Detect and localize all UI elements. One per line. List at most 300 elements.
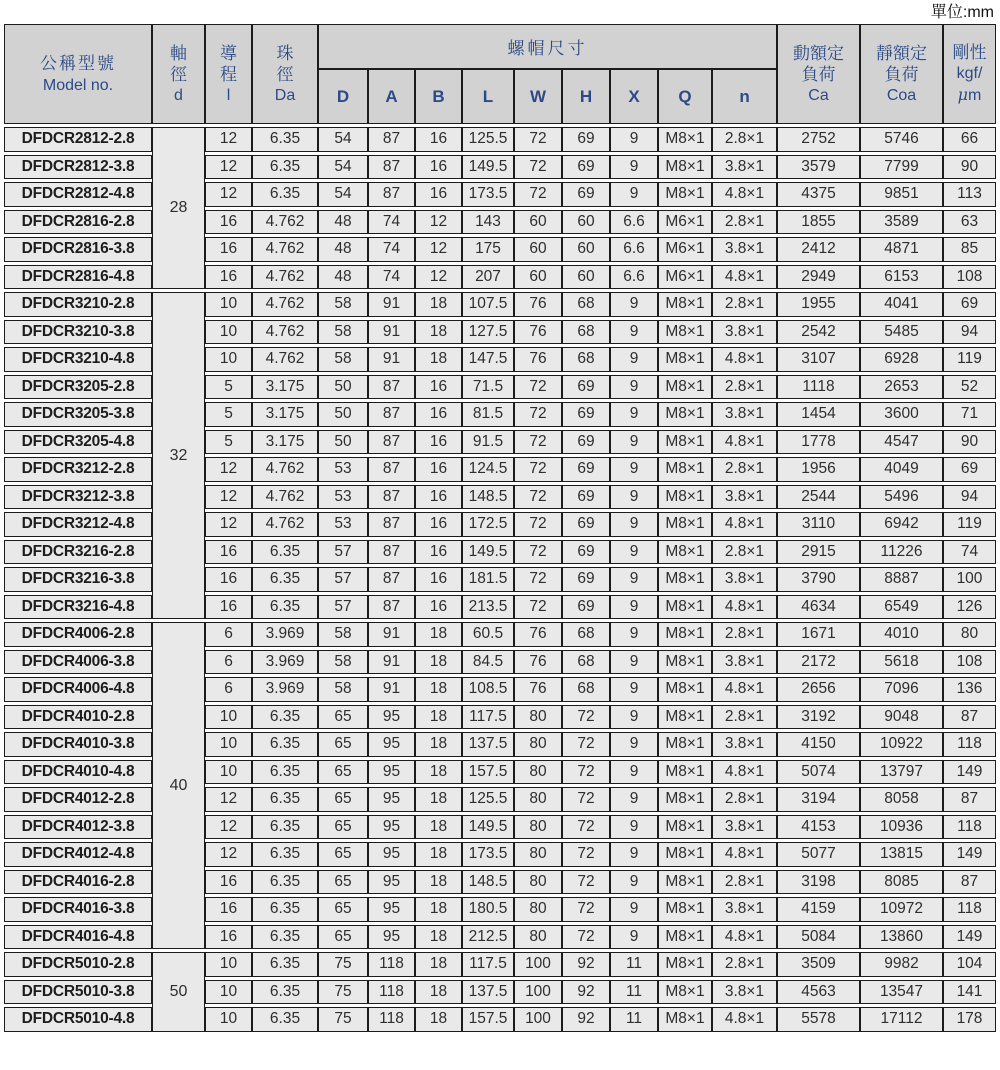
model-cell: DFDCR5010-3.8 (4, 980, 152, 1005)
unit-label: 單位:mm (930, 4, 994, 21)
value-cell: 118 (368, 980, 415, 1005)
value-cell: 2.8×1 (712, 292, 777, 317)
value-cell: 60 (514, 265, 562, 290)
value-cell: 18 (415, 842, 462, 867)
value-cell: 10 (205, 1007, 252, 1032)
model-cell: DFDCR4016-3.8 (4, 897, 152, 922)
value-cell: 2.8×1 (712, 127, 777, 152)
value-cell: 13815 (860, 842, 943, 867)
value-cell: 149 (943, 760, 996, 785)
value-cell: M8×1 (658, 870, 712, 895)
value-cell: 72 (514, 375, 562, 400)
value-cell: 69 (562, 512, 610, 537)
model-cell: DFDCR3205-2.8 (4, 375, 152, 400)
value-cell: 9 (610, 347, 658, 372)
value-cell: M8×1 (658, 155, 712, 180)
value-cell: 10 (205, 292, 252, 317)
value-cell: 3.969 (252, 622, 318, 647)
value-cell: M8×1 (658, 182, 712, 207)
model-cell: DFDCR4012-2.8 (4, 787, 152, 812)
value-cell: 9 (610, 622, 658, 647)
value-cell: 18 (415, 320, 462, 345)
value-cell: 118 (368, 1007, 415, 1032)
value-cell: 4871 (860, 237, 943, 262)
value-cell: 18 (415, 347, 462, 372)
value-cell: 90 (943, 155, 996, 180)
value-cell: 9 (610, 732, 658, 757)
value-cell: 68 (562, 292, 610, 317)
value-cell: 58 (318, 292, 368, 317)
value-cell: 16 (415, 430, 462, 455)
value-cell: M8×1 (658, 347, 712, 372)
value-cell: 5077 (777, 842, 860, 867)
value-cell: 72 (514, 485, 562, 510)
value-cell: 11 (610, 980, 658, 1005)
value-cell: M8×1 (658, 815, 712, 840)
value-cell: 5 (205, 402, 252, 427)
value-cell: 108 (943, 265, 996, 290)
value-cell: M8×1 (658, 375, 712, 400)
value-cell: 13860 (860, 925, 943, 950)
value-cell: 3.8×1 (712, 320, 777, 345)
value-cell: 3579 (777, 155, 860, 180)
value-cell: 54 (318, 182, 368, 207)
value-cell: 76 (514, 292, 562, 317)
value-cell: 2656 (777, 677, 860, 702)
value-cell: 16 (205, 897, 252, 922)
col-header-A: A (368, 69, 415, 124)
value-cell: 6549 (860, 595, 943, 620)
value-cell: 58 (318, 320, 368, 345)
value-cell: 18 (415, 870, 462, 895)
value-cell: 50 (318, 375, 368, 400)
value-cell: 108.5 (462, 677, 514, 702)
value-cell: 16 (205, 567, 252, 592)
value-cell: 6.35 (252, 842, 318, 867)
value-cell: 12 (205, 512, 252, 537)
value-cell: 212.5 (462, 925, 514, 950)
value-cell: 18 (415, 292, 462, 317)
value-cell: 16 (415, 402, 462, 427)
value-cell: 4.8×1 (712, 677, 777, 702)
value-cell: 12 (415, 265, 462, 290)
value-cell: 76 (514, 622, 562, 647)
value-cell: 57 (318, 540, 368, 565)
value-cell: 69 (562, 127, 610, 152)
value-cell: 4.762 (252, 265, 318, 290)
col-header-L: L (462, 69, 514, 124)
value-cell: 16 (205, 595, 252, 620)
spec-table-body (4, 124, 996, 1035)
value-cell: 18 (415, 677, 462, 702)
model-cell: DFDCR3212-2.8 (4, 457, 152, 482)
value-cell: 9 (610, 787, 658, 812)
value-cell: 4.762 (252, 237, 318, 262)
value-cell: 95 (368, 815, 415, 840)
value-cell: 3.175 (252, 375, 318, 400)
value-cell: 10922 (860, 732, 943, 757)
value-cell: 117.5 (462, 952, 514, 977)
value-cell: 6.6 (610, 237, 658, 262)
value-cell: 117.5 (462, 705, 514, 730)
value-cell: 50 (318, 402, 368, 427)
value-cell: 6.35 (252, 155, 318, 180)
value-cell: 17112 (860, 1007, 943, 1032)
value-cell: 9 (610, 320, 658, 345)
value-cell: 9 (610, 760, 658, 785)
value-cell: 65 (318, 870, 368, 895)
value-cell: 10 (205, 980, 252, 1005)
value-cell: 7799 (860, 155, 943, 180)
model-cell: DFDCR2812-3.8 (4, 155, 152, 180)
value-cell: 69 (562, 485, 610, 510)
value-cell: 18 (415, 897, 462, 922)
value-cell: 157.5 (462, 1007, 514, 1032)
value-cell: 76 (514, 347, 562, 372)
value-cell: 8085 (860, 870, 943, 895)
value-cell: 74 (368, 265, 415, 290)
value-cell: 85 (943, 237, 996, 262)
value-cell: 80 (514, 897, 562, 922)
value-cell: 1956 (777, 457, 860, 482)
value-cell: 18 (415, 650, 462, 675)
value-cell: 16 (415, 567, 462, 592)
value-cell: 58 (318, 677, 368, 702)
value-cell: 72 (562, 705, 610, 730)
model-cell: DFDCR3205-4.8 (4, 430, 152, 455)
value-cell: 72 (562, 925, 610, 950)
value-cell: 71.5 (462, 375, 514, 400)
value-cell: 16 (205, 870, 252, 895)
value-cell: 6.35 (252, 127, 318, 152)
value-cell: 9 (610, 870, 658, 895)
value-cell: 80 (943, 622, 996, 647)
value-cell: 125.5 (462, 787, 514, 812)
value-cell: 2915 (777, 540, 860, 565)
value-cell: 3198 (777, 870, 860, 895)
value-cell: 80 (514, 787, 562, 812)
value-cell: 72 (562, 815, 610, 840)
value-cell: 54 (318, 127, 368, 152)
value-cell: 118 (943, 897, 996, 922)
value-cell: 6.35 (252, 897, 318, 922)
value-cell: 9 (610, 485, 658, 510)
value-cell: 4.762 (252, 210, 318, 235)
value-cell: 72 (514, 155, 562, 180)
col-header-stiffness: 剛性 kgf/ μm (943, 24, 996, 124)
value-cell: 124.5 (462, 457, 514, 482)
value-cell: 118 (943, 815, 996, 840)
value-cell: 72 (562, 760, 610, 785)
model-cell: DFDCR4010-4.8 (4, 760, 152, 785)
value-cell: 65 (318, 760, 368, 785)
value-cell: 6.35 (252, 787, 318, 812)
value-cell: 18 (415, 760, 462, 785)
value-cell: 3107 (777, 347, 860, 372)
value-cell: 9 (610, 567, 658, 592)
value-cell: 10 (205, 705, 252, 730)
model-cell: DFDCR3212-3.8 (4, 485, 152, 510)
value-cell: 87 (368, 155, 415, 180)
value-cell: 4.8×1 (712, 347, 777, 372)
value-cell: M8×1 (658, 952, 712, 977)
value-cell: 157.5 (462, 760, 514, 785)
value-cell: 65 (318, 732, 368, 757)
value-cell: 60 (562, 210, 610, 235)
value-cell: M8×1 (658, 430, 712, 455)
value-cell: M8×1 (658, 540, 712, 565)
value-cell: 12 (205, 127, 252, 152)
value-cell: 6.35 (252, 595, 318, 620)
value-cell: 118 (943, 732, 996, 757)
shaft-diameter-group-cell: 32 (152, 292, 205, 619)
value-cell: 5578 (777, 1007, 860, 1032)
value-cell: 95 (368, 842, 415, 867)
value-cell: 16 (415, 512, 462, 537)
shaft-diameter-group-cell: 28 (152, 127, 205, 289)
value-cell: 80 (514, 760, 562, 785)
value-cell: 11 (610, 1007, 658, 1032)
model-cell: DFDCR4016-2.8 (4, 870, 152, 895)
value-cell: 11 (610, 952, 658, 977)
value-cell: 6.35 (252, 870, 318, 895)
value-cell: 53 (318, 457, 368, 482)
value-cell: 53 (318, 512, 368, 537)
col-header-W: W (514, 69, 562, 124)
value-cell: 80 (514, 732, 562, 757)
value-cell: 65 (318, 897, 368, 922)
value-cell: 80 (514, 870, 562, 895)
value-cell: 9 (610, 402, 658, 427)
col-header-model (4, 24, 152, 124)
model-cell: DFDCR4006-3.8 (4, 650, 152, 675)
value-cell: 9982 (860, 952, 943, 977)
value-cell: 4.762 (252, 457, 318, 482)
value-cell: 65 (318, 787, 368, 812)
value-cell: 18 (415, 622, 462, 647)
model-cell: DFDCR3210-4.8 (4, 347, 152, 372)
value-cell: 6153 (860, 265, 943, 290)
value-cell: 4563 (777, 980, 860, 1005)
value-cell: 87 (368, 402, 415, 427)
value-cell: 60 (514, 237, 562, 262)
value-cell: 207 (462, 265, 514, 290)
model-cell: DFDCR3216-2.8 (4, 540, 152, 565)
model-cell: DFDCR3212-4.8 (4, 512, 152, 537)
value-cell: 72 (562, 897, 610, 922)
value-cell: 6 (205, 622, 252, 647)
value-cell: 72 (514, 540, 562, 565)
value-cell: 87 (368, 512, 415, 537)
value-cell: 75 (318, 952, 368, 977)
value-cell: 136 (943, 677, 996, 702)
spec-table-header (4, 24, 996, 124)
value-cell: 9 (610, 677, 658, 702)
value-cell: 18 (415, 925, 462, 950)
value-cell: 1118 (777, 375, 860, 400)
value-cell: 3.8×1 (712, 732, 777, 757)
value-cell: 2172 (777, 650, 860, 675)
value-cell: 4.8×1 (712, 265, 777, 290)
value-cell: 108 (943, 650, 996, 675)
value-cell: M8×1 (658, 705, 712, 730)
col-header-shaft-diameter: 軸 徑 d (152, 24, 205, 124)
value-cell: 4049 (860, 457, 943, 482)
value-cell: 9 (610, 842, 658, 867)
value-cell: 100 (943, 567, 996, 592)
value-cell: 48 (318, 265, 368, 290)
col-header-nut-dimensions: 螺帽尺寸 (318, 24, 777, 69)
value-cell: 2412 (777, 237, 860, 262)
value-cell: 10 (205, 732, 252, 757)
value-cell: M8×1 (658, 127, 712, 152)
value-cell: 95 (368, 870, 415, 895)
value-cell: M8×1 (658, 1007, 712, 1032)
value-cell: 5485 (860, 320, 943, 345)
value-cell: 76 (514, 677, 562, 702)
value-cell: 13797 (860, 760, 943, 785)
model-cell: DFDCR3210-3.8 (4, 320, 152, 345)
value-cell: 16 (415, 540, 462, 565)
value-cell: 72 (514, 457, 562, 482)
value-cell: 57 (318, 595, 368, 620)
value-cell: 149.5 (462, 155, 514, 180)
value-cell: 3790 (777, 567, 860, 592)
value-cell: 6.35 (252, 705, 318, 730)
value-cell: 72 (562, 787, 610, 812)
value-cell: 80 (514, 815, 562, 840)
value-cell: 4150 (777, 732, 860, 757)
value-cell: 100 (514, 980, 562, 1005)
model-cell: DFDCR4010-3.8 (4, 732, 152, 757)
value-cell: 75 (318, 980, 368, 1005)
value-cell: 65 (318, 842, 368, 867)
value-cell: 58 (318, 347, 368, 372)
value-cell: 95 (368, 925, 415, 950)
value-cell: 10972 (860, 897, 943, 922)
value-cell: 3.8×1 (712, 650, 777, 675)
value-cell: 9 (610, 595, 658, 620)
value-cell: 68 (562, 347, 610, 372)
value-cell: 6.35 (252, 1007, 318, 1032)
value-cell: M6×1 (658, 265, 712, 290)
table-row (4, 292, 996, 317)
value-cell: 68 (562, 677, 610, 702)
value-cell: 80 (514, 925, 562, 950)
model-cell: DFDCR3205-3.8 (4, 402, 152, 427)
value-cell: 141 (943, 980, 996, 1005)
value-cell: 4.8×1 (712, 760, 777, 785)
value-cell: 9048 (860, 705, 943, 730)
value-cell: 87 (368, 567, 415, 592)
value-cell: 3.8×1 (712, 402, 777, 427)
value-cell: 10 (205, 347, 252, 372)
value-cell: 16 (415, 595, 462, 620)
value-cell: 4.8×1 (712, 595, 777, 620)
table-row (4, 952, 996, 977)
value-cell: 172.5 (462, 512, 514, 537)
value-cell: 69 (562, 375, 610, 400)
value-cell: 2949 (777, 265, 860, 290)
value-cell: 87 (368, 375, 415, 400)
value-cell: 9 (610, 925, 658, 950)
value-cell: 95 (368, 732, 415, 757)
value-cell: M8×1 (658, 402, 712, 427)
value-cell: 87 (368, 457, 415, 482)
value-cell: 3.175 (252, 402, 318, 427)
value-cell: 4.762 (252, 347, 318, 372)
value-cell: 3192 (777, 705, 860, 730)
value-cell: 2.8×1 (712, 457, 777, 482)
value-cell: 95 (368, 897, 415, 922)
col-header-B: B (415, 69, 462, 124)
value-cell: 2542 (777, 320, 860, 345)
value-cell: M8×1 (658, 760, 712, 785)
value-cell: 2.8×1 (712, 540, 777, 565)
value-cell: 12 (415, 210, 462, 235)
value-cell: 6.35 (252, 760, 318, 785)
value-cell: 68 (562, 320, 610, 345)
col-header-X: X (610, 69, 658, 124)
value-cell: 3.8×1 (712, 815, 777, 840)
value-cell: M6×1 (658, 237, 712, 262)
value-cell: 74 (943, 540, 996, 565)
value-cell: 100 (514, 1007, 562, 1032)
value-cell: 18 (415, 732, 462, 757)
value-cell: M8×1 (658, 622, 712, 647)
value-cell: 119 (943, 347, 996, 372)
value-cell: 100 (514, 952, 562, 977)
value-cell: 6.6 (610, 210, 658, 235)
shaft-diameter-group-cell: 40 (152, 622, 205, 949)
value-cell: 213.5 (462, 595, 514, 620)
value-cell: 7096 (860, 677, 943, 702)
value-cell: 48 (318, 237, 368, 262)
value-cell: 2544 (777, 485, 860, 510)
value-cell: 6.35 (252, 952, 318, 977)
value-cell: 6.35 (252, 540, 318, 565)
value-cell: 12 (205, 815, 252, 840)
value-cell: 63 (943, 210, 996, 235)
value-cell: 87 (368, 540, 415, 565)
value-cell: 6 (205, 677, 252, 702)
value-cell: 69 (562, 595, 610, 620)
value-cell: 87 (368, 127, 415, 152)
mu-symbol: μ (957, 85, 969, 104)
model-cell: DFDCR5010-2.8 (4, 952, 152, 977)
value-cell: 58 (318, 622, 368, 647)
value-cell: 173.5 (462, 182, 514, 207)
value-cell: 87 (368, 485, 415, 510)
value-cell: 94 (943, 485, 996, 510)
value-cell: 69 (943, 457, 996, 482)
value-cell: M8×1 (658, 512, 712, 537)
value-cell: 91 (368, 292, 415, 317)
value-cell: 181.5 (462, 567, 514, 592)
value-cell: 60 (562, 265, 610, 290)
value-cell: 68 (562, 622, 610, 647)
model-cell: DFDCR3216-3.8 (4, 567, 152, 592)
value-cell: 68 (562, 650, 610, 675)
value-cell: 5618 (860, 650, 943, 675)
value-cell: 10 (205, 952, 252, 977)
value-cell: 60.5 (462, 622, 514, 647)
value-cell: M8×1 (658, 320, 712, 345)
shaft-diameter-group-cell: 50 (152, 952, 205, 1032)
value-cell: 65 (318, 925, 368, 950)
value-cell: 4.8×1 (712, 842, 777, 867)
value-cell: 9 (610, 540, 658, 565)
